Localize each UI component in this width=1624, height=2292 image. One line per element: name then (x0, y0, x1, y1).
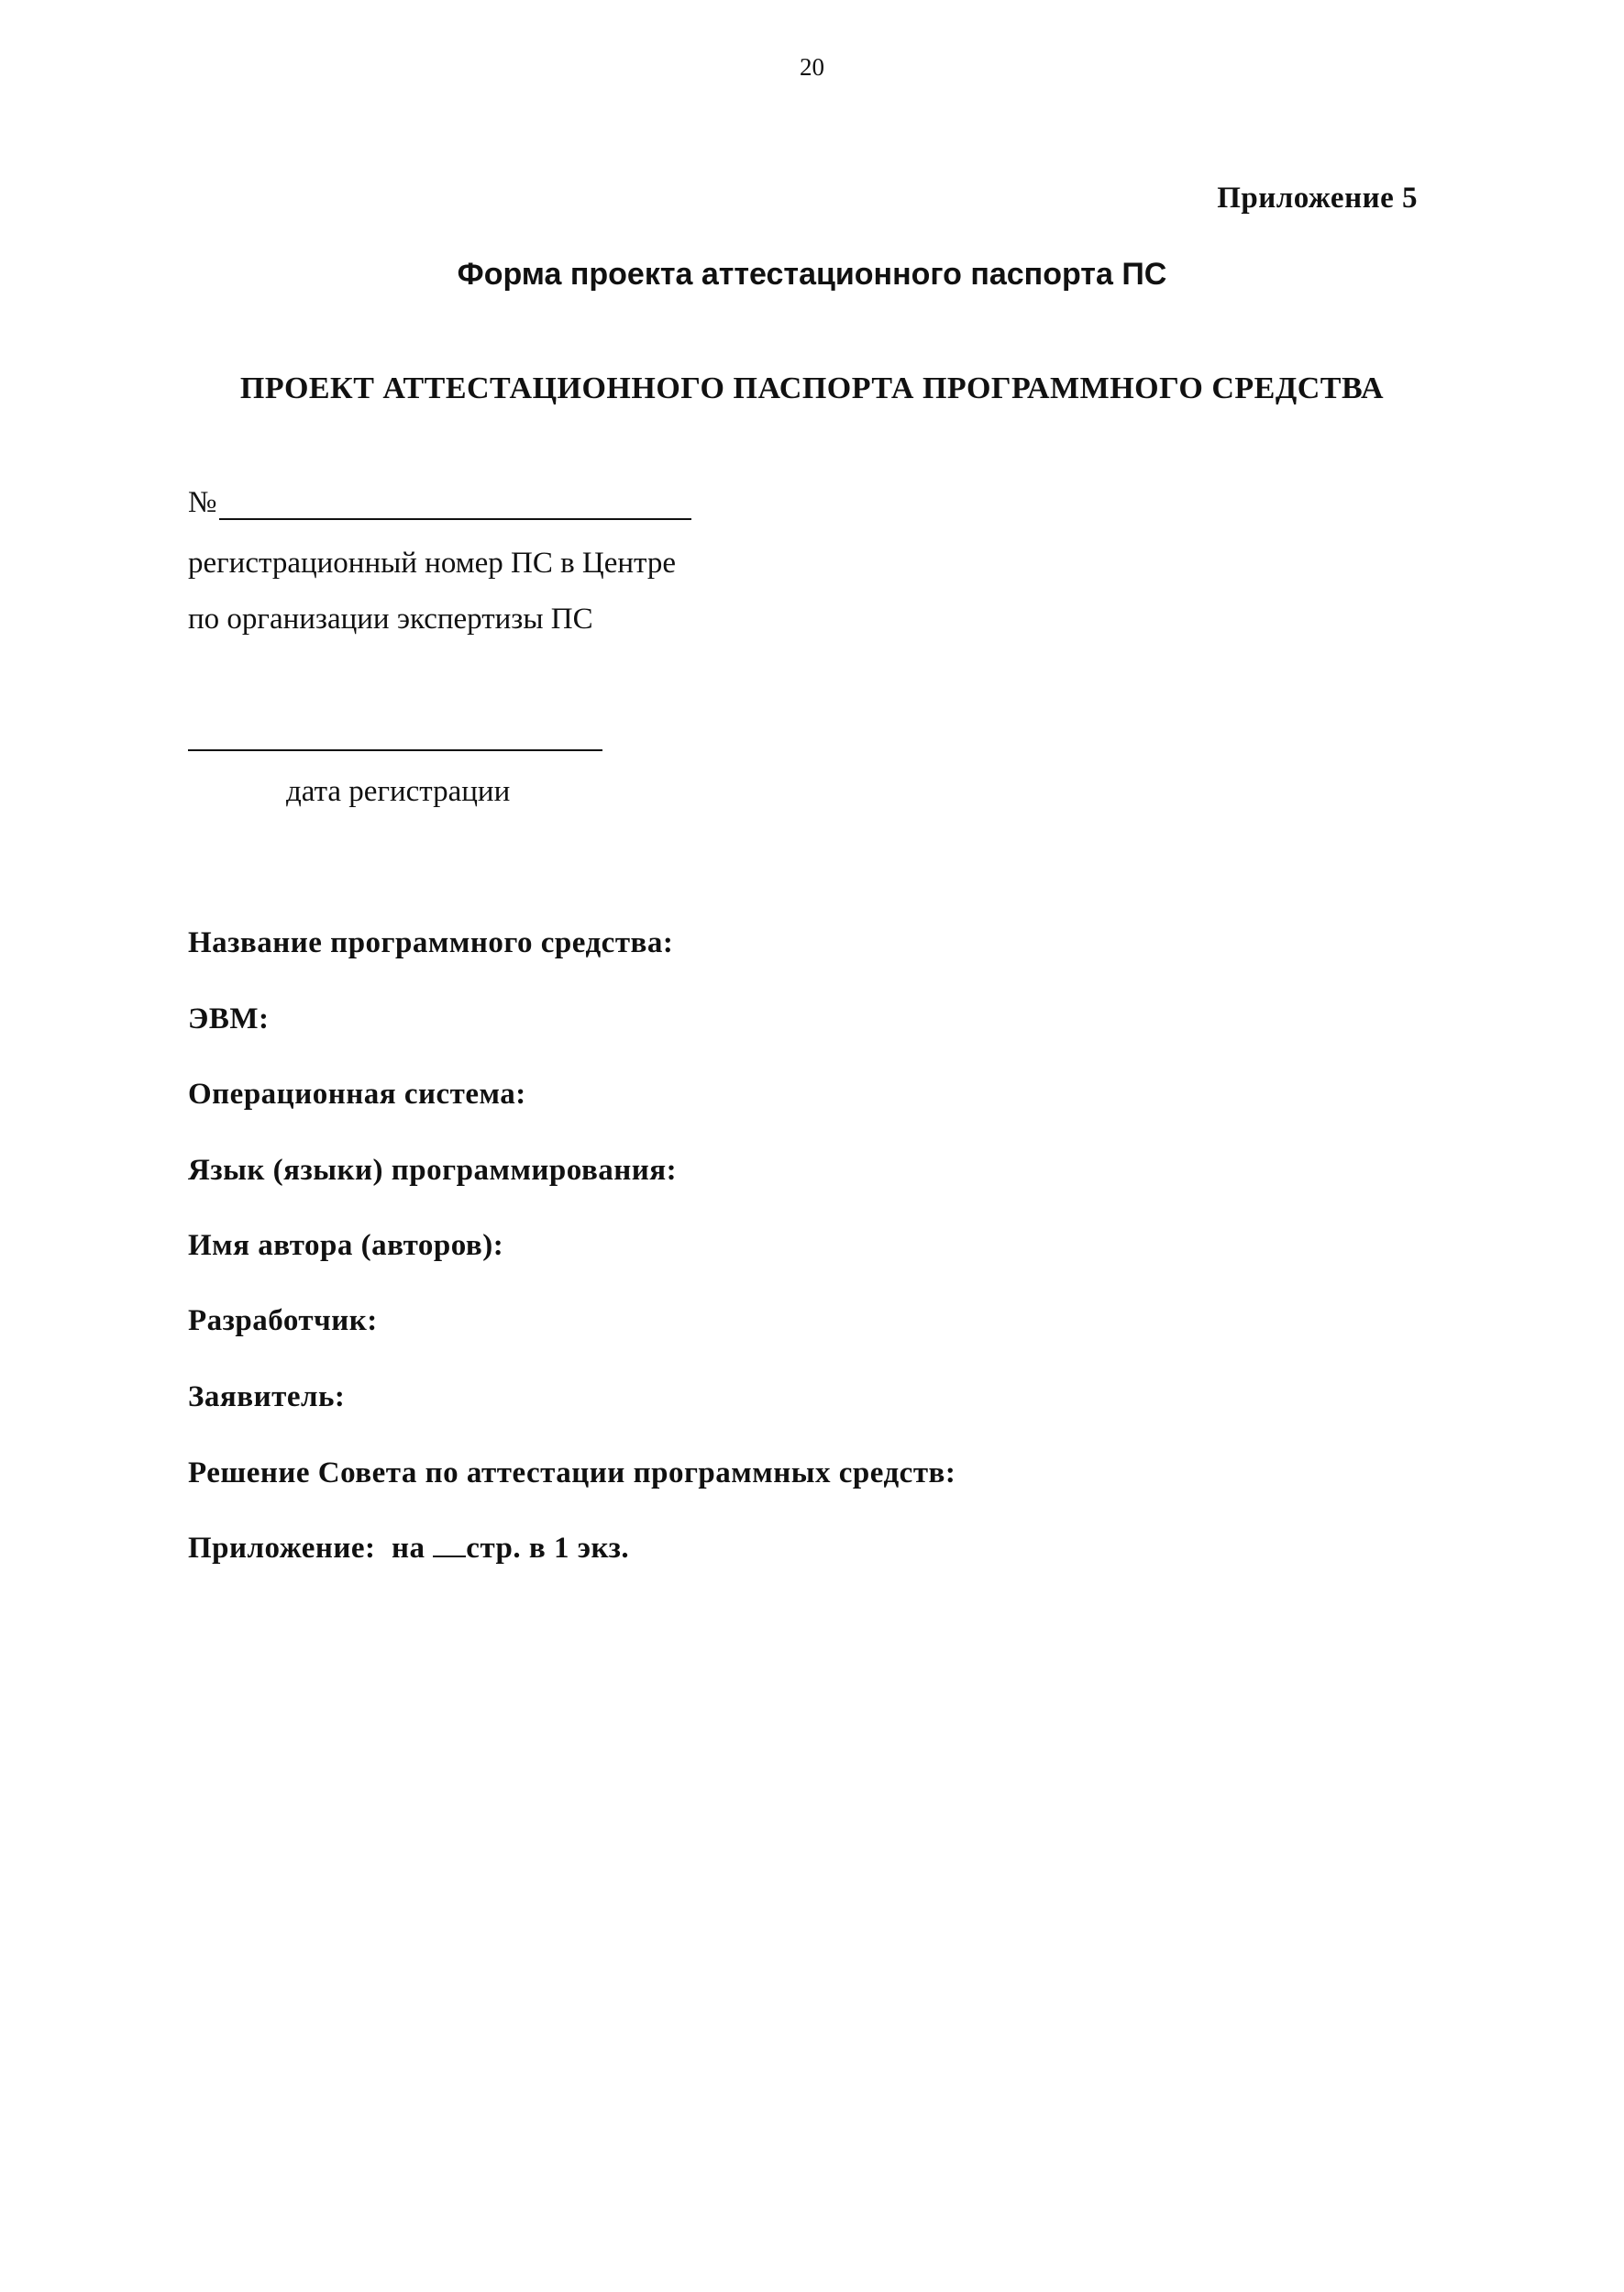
field-programming-language: Язык (языки) программирования: (188, 1154, 678, 1187)
field-council-decision: Решение Совета по аттестации программных средств: (188, 1456, 956, 1489)
field-computer: ЭВМ: (188, 1002, 270, 1035)
registration-caption-line1: регистрационный номер ПС в Центре (188, 547, 677, 580)
form-title: Форма проекта аттестационного паспорта ПС (457, 257, 1167, 292)
number-sign: № (188, 486, 217, 519)
field-attachment (188, 1532, 629, 1566)
attachment-pages-blank (433, 1532, 466, 1557)
registration-date-caption: дата регистрации (286, 775, 511, 808)
registration-caption-line2: по организации экспертизы ПС (188, 603, 593, 636)
registration-date-blank (188, 749, 602, 751)
attachment-prefix: Приложение: на (188, 1532, 434, 1565)
attachment-suffix: стр. в 1 экз. (466, 1532, 630, 1565)
field-author: Имя автора (авторов): (188, 1229, 504, 1262)
registration-number-blank (219, 493, 691, 520)
registration-number-row (188, 486, 691, 520)
field-software-name: Название программного средства: (188, 926, 674, 959)
field-developer: Разработчик: (188, 1304, 378, 1337)
field-operating-system: Операционная система: (188, 1078, 526, 1111)
document-title: ПРОЕКТ АТТЕСТАЦИОННОГО ПАСПОРТА ПРОГРАММНОГО СРЕДСТВА (239, 371, 1385, 405)
appendix-label: Приложение 5 (1217, 182, 1418, 215)
page-number: 20 (800, 53, 824, 81)
field-applicant: Заявитель: (188, 1380, 346, 1413)
